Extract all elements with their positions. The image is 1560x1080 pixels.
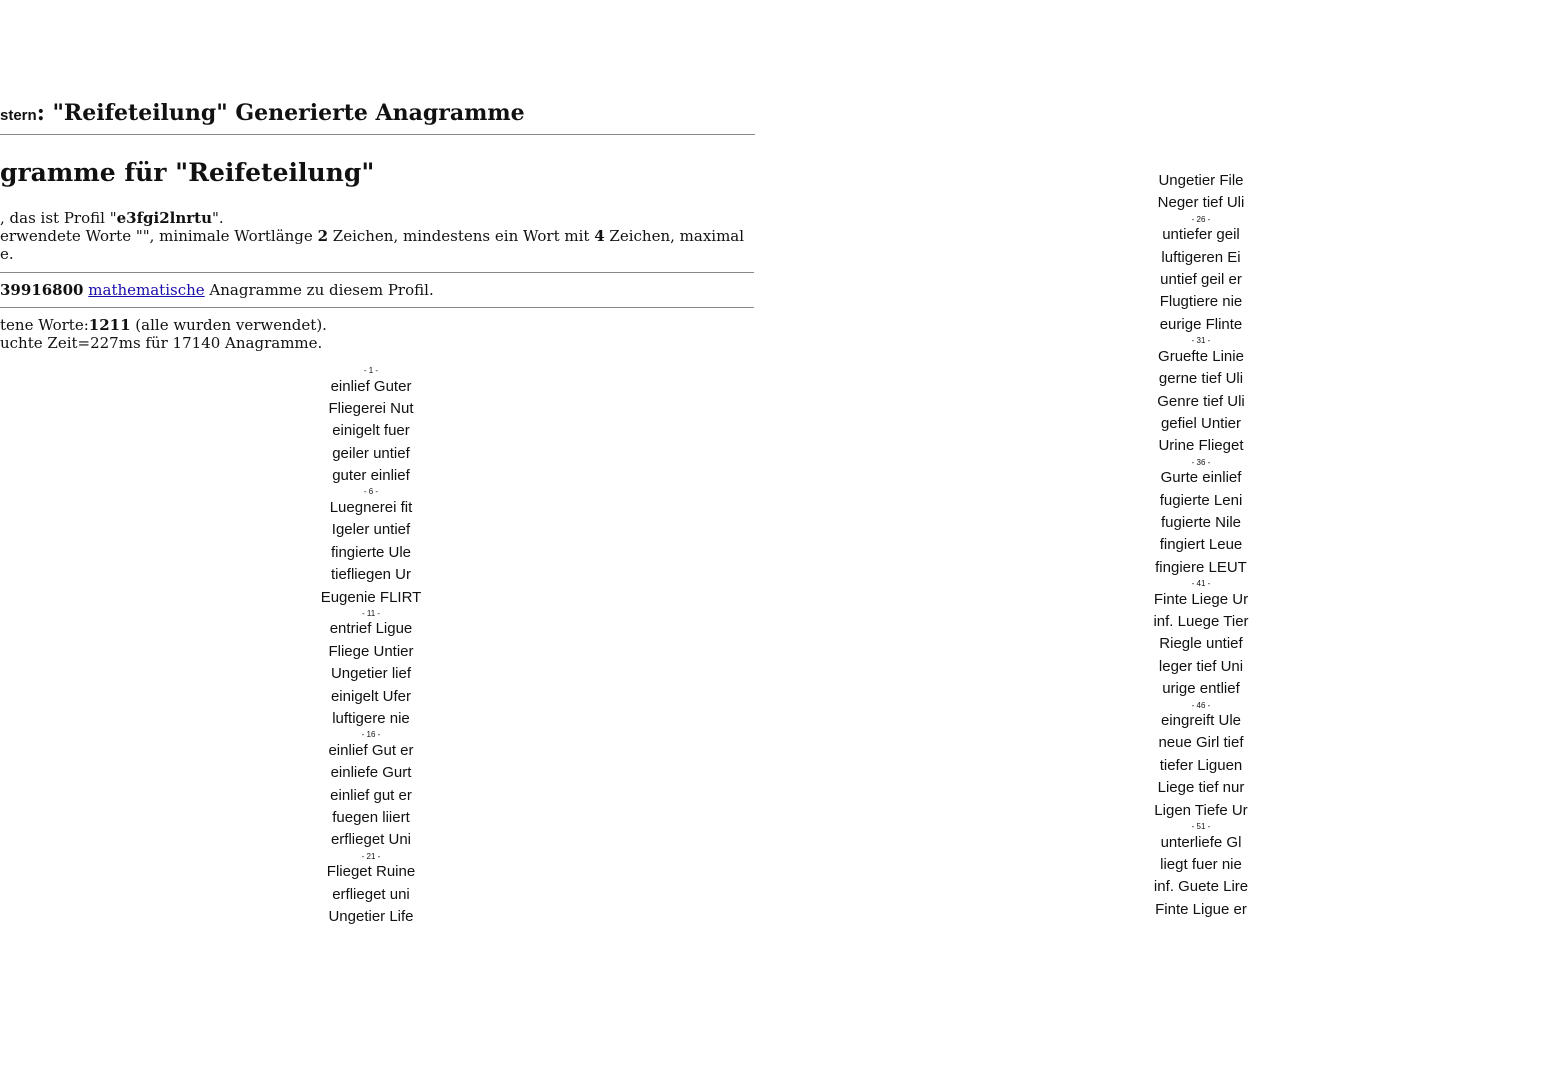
profile-suffix: ". xyxy=(212,209,224,227)
anagram-item: unterliefe Gl xyxy=(1160,833,1242,851)
anagram-item: untief geil er xyxy=(1160,271,1242,289)
anagram-item: erflieget uni xyxy=(332,885,410,903)
anagram-item: fuegen liiert xyxy=(332,809,410,827)
words-stat-suffix: (alle wurden verwendet). xyxy=(130,316,327,334)
profile-prefix: , das ist Profil " xyxy=(0,209,117,227)
settings-text-a: erwendete Worte "", minimale Wortlänge xyxy=(0,227,318,245)
anagram-item: einliefe Gurt xyxy=(330,764,412,782)
title-main: : "Reifeteilung" Generierte Anagramme xyxy=(36,100,525,126)
anagram-item: Liege tief nur xyxy=(1157,779,1245,797)
anagram-item: erflieget Uni xyxy=(330,831,412,849)
group-number: - 31 - xyxy=(1191,336,1211,346)
group-number: - 11 - xyxy=(361,608,381,618)
mathematische-link[interactable]: mathematische xyxy=(88,281,205,299)
group-number: - 6 - xyxy=(363,487,379,497)
words-stat-line xyxy=(0,316,327,334)
anagram-item: Ligen Tiefe Ur xyxy=(1154,801,1248,819)
anagram-column-left xyxy=(281,366,461,928)
anagram-item: Finte Ligue er xyxy=(1155,900,1247,918)
anagram-item: Ungetier lief xyxy=(330,665,412,683)
profile-code: e3fgi2lnrtu xyxy=(116,209,213,227)
anagram-count: 39916800 xyxy=(0,281,84,299)
anagram-column-right xyxy=(1111,170,1291,921)
anagram-item: guter einlief xyxy=(332,467,410,485)
anagram-count-line xyxy=(0,281,434,299)
anagram-item: luftigere nie xyxy=(332,709,410,727)
anagram-item: Gurte einlief xyxy=(1160,469,1242,487)
anagram-item: leger tief Uni xyxy=(1158,657,1244,675)
anagram-item: Fliege Untier xyxy=(328,642,414,660)
anagram-item: einlief Guter xyxy=(330,377,412,395)
anagram-item: inf. Luege Tier xyxy=(1153,613,1249,631)
anagram-item: entrief Ligue xyxy=(329,620,413,638)
group-number: - 36 - xyxy=(1191,457,1211,467)
anagram-item: Fliegerei Nut xyxy=(328,399,414,417)
anagram-item: Genre tief Uli xyxy=(1157,392,1245,410)
anagram-item: einigelt Ufer xyxy=(330,687,412,705)
group-number: - 51 - xyxy=(1191,822,1211,832)
group-number: - 16 - xyxy=(361,730,381,740)
settings-line xyxy=(0,227,755,245)
anagram-item: gerne tief Uli xyxy=(1158,370,1244,388)
anagram-item: geiler untief xyxy=(332,444,410,462)
group-number: - 46 - xyxy=(1191,700,1211,710)
divider xyxy=(0,272,754,273)
anagram-item: einlief gut er xyxy=(330,786,412,804)
anagram-item: einlief Gut er xyxy=(328,741,414,759)
anagram-item: liegt fuer nie xyxy=(1160,855,1242,873)
anagram-item: Igeler untief xyxy=(331,521,411,539)
anagram-item: fingiert Leue xyxy=(1159,536,1243,554)
words-count: 1211 xyxy=(88,316,131,334)
words-stat-prefix: tene Worte: xyxy=(0,316,89,334)
anagram-item: luftigeren Ei xyxy=(1161,248,1241,266)
anagram-item: Neger tief Uli xyxy=(1157,194,1245,212)
divider xyxy=(0,307,754,308)
anagram-item: Ungetier File xyxy=(1158,172,1244,189)
title-prefix: stern xyxy=(0,107,37,124)
anagram-item: urige entlief xyxy=(1162,680,1240,698)
anagram-item: fingierte Ule xyxy=(330,543,412,561)
anagram-item: eurige Flinte xyxy=(1159,315,1243,333)
group-number: - 41 - xyxy=(1191,579,1211,589)
anagram-item: Urine Flieget xyxy=(1158,437,1244,455)
anagram-item: inf. Guete Lire xyxy=(1153,878,1249,896)
anagram-item: Ungetier Life xyxy=(328,908,414,926)
anagram-item: eingreift Ule xyxy=(1160,712,1242,730)
anagram-item: untiefer geil xyxy=(1162,226,1240,244)
profile-info xyxy=(0,209,755,263)
group-number: - 1 - xyxy=(363,366,379,375)
min-length-value: 2 xyxy=(317,227,328,245)
anagram-item: neue Girl tief xyxy=(1158,734,1244,752)
anagram-item: Flieget Ruine xyxy=(326,863,416,881)
time-stat-line: uchte Zeit=227ms für 17140 Anagramme. xyxy=(0,334,323,352)
anagram-item: Luegnerei fit xyxy=(329,498,413,516)
anagram-item: tiefliegen Ur xyxy=(330,566,412,584)
anagram-item: fugierte Leni xyxy=(1159,491,1243,509)
settings-text-c: Zeichen, maximal xyxy=(604,227,745,245)
count-suffix: Anagramme zu diesem Profil. xyxy=(204,281,434,299)
settings-text-b: Zeichen, mindestens ein Wort mit xyxy=(328,227,595,245)
anagram-item: Flugtiere nie xyxy=(1159,293,1243,311)
anagram-item: gefiel Untier xyxy=(1160,414,1242,432)
section-heading: gramme für "Reifeteilung" xyxy=(0,158,375,187)
group-number: - 21 - xyxy=(361,851,381,861)
min-word-value: 4 xyxy=(594,227,605,245)
anagram-item: fingiere LEUT xyxy=(1155,558,1247,576)
anagram-item: tiefer Liguen xyxy=(1159,756,1243,774)
anagram-item: Finte Liege Ur xyxy=(1153,590,1249,608)
settings-line-end: e. xyxy=(0,245,14,263)
anagram-item: Riegle untief xyxy=(1159,635,1243,653)
stats xyxy=(0,316,327,352)
group-number: - 26 - xyxy=(1191,214,1211,224)
anagram-item: Eugenie FLIRT xyxy=(320,588,422,606)
anagram-item: fugierte Nile xyxy=(1160,513,1242,531)
page-title xyxy=(0,100,755,135)
anagram-item: einigelt fuer xyxy=(332,422,410,440)
anagram-item: Gruefte Linie xyxy=(1158,347,1244,365)
profile-line xyxy=(0,209,755,227)
